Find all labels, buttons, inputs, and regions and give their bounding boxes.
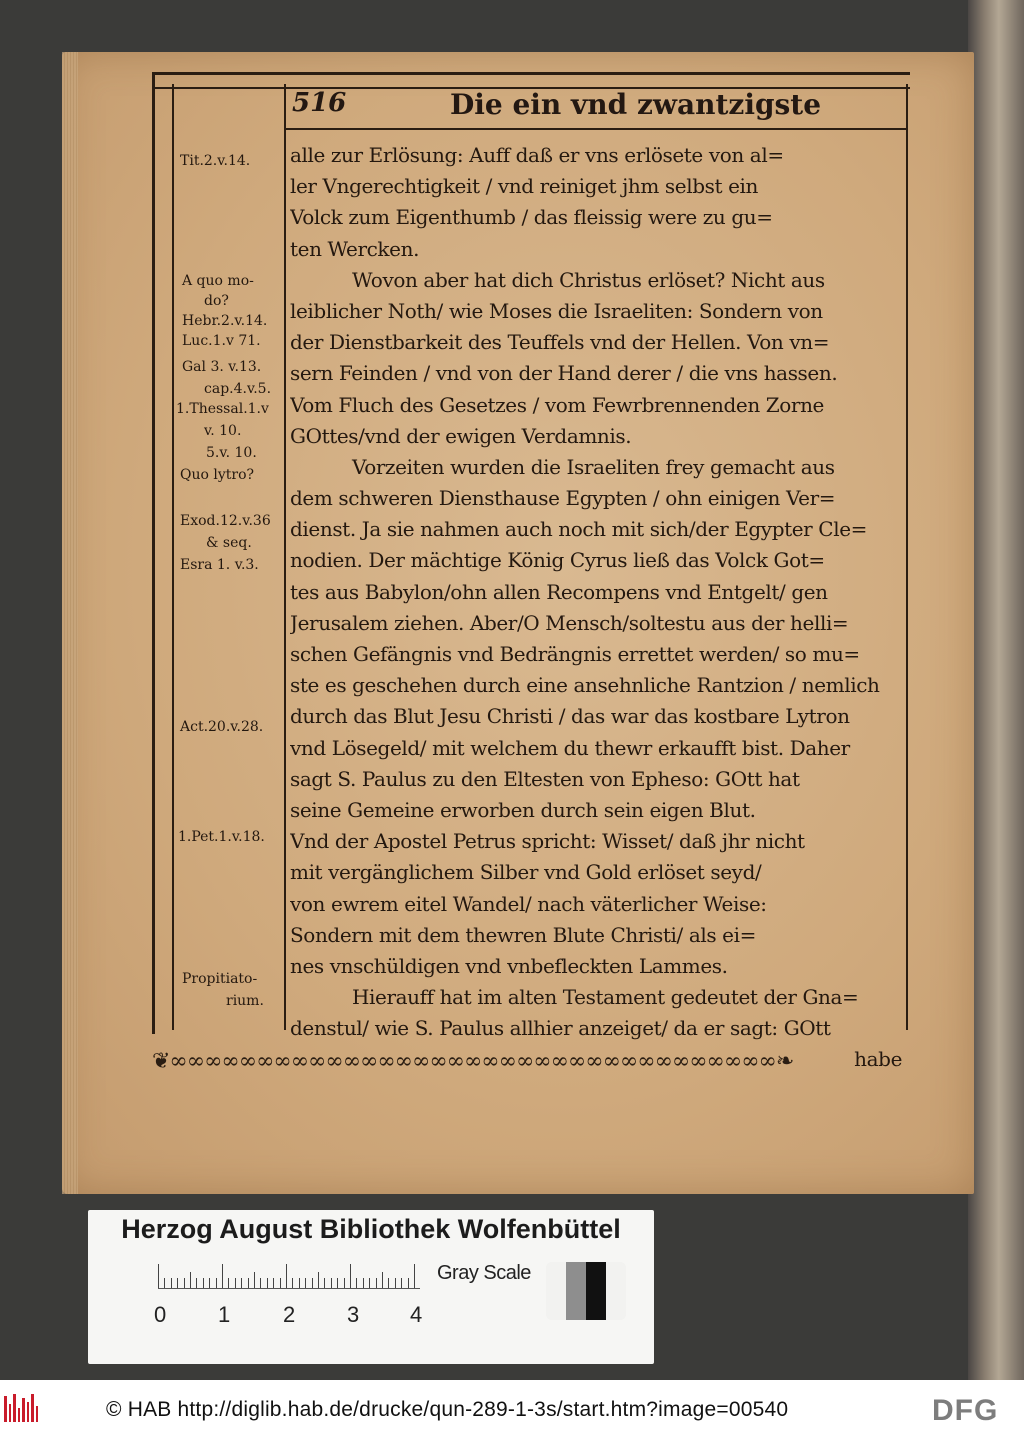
frame-column-rule [284,84,286,1030]
gray-swatch [606,1262,626,1320]
gray-swatch [566,1262,586,1320]
ruler-tick [184,1278,185,1288]
footer-url[interactable]: © HAB http://diglib.hab.de/drucke/qun-289-1-3s/start.htm?image=00540 [106,1398,789,1421]
page-number: 516 [292,88,347,118]
frame-left-inner-rule [172,84,174,1030]
page-left-edge [62,52,78,1194]
ruler-tick [414,1264,415,1288]
running-head: Die ein vnd zwantzigste [450,88,822,121]
text-line: von ewrem eitel Wandel/ nach väterlicher Weise: [290,891,767,916]
text-line: GOttes/vnd der ewigen Verdamnis. [290,423,632,448]
ruler-tick [337,1278,338,1288]
margin-note: 1.Thessal.1.v [176,401,269,417]
ruler-tick [280,1278,281,1288]
text-line: durch das Blut Jesu Christi / das war das kostbare Lytron [290,704,850,729]
ornamental-border [152,1046,908,1076]
margin-note: A quo mo- [182,273,254,289]
text-line: nes vnschüldigen vnd vnbefleckten Lammes. [290,953,728,978]
gray-scale-label: Gray Scale [437,1262,531,1284]
gray-swatch [586,1262,606,1320]
text-line: Vorzeiten wurden die Israeliten frey gemacht aus [352,454,835,479]
ruler-number: 4 [410,1302,423,1327]
text-line: Jerusalem ziehen. Aber/O Mensch/soltestu aus der helli= [290,610,849,635]
text-line: Wovon aber hat dich Christus erlöset? Nicht aus [352,267,825,292]
text-line: ste es geschehen durch eine ansehnliche Rantzion / nemlich [290,673,880,698]
ruler-number: 1 [218,1302,231,1327]
margin-note: Gal 3. v.13. [182,359,262,375]
ruler-tick [177,1278,178,1288]
ruler-tick [164,1278,165,1288]
header-rule [286,128,906,130]
ruler-tick [235,1278,236,1288]
text-line: habe [854,1047,902,1072]
ruler-number: 3 [347,1302,360,1327]
ruler-tick [292,1278,293,1288]
frame-top-rule [152,72,910,89]
margin-note: Tit.2.v.14. [180,153,251,169]
ruler-tick [305,1278,306,1288]
text-line: Sondern mit dem thewren Blute Christi/ als ei= [290,922,756,947]
text-line: Vnd der Apostel Petrus spricht: Wisset/ daß jhr nicht [290,829,805,854]
text-line: leiblicher Noth/ wie Moses die Israeliten: Sondern von [290,298,823,323]
text-line: nodien. Der mächtige König Cyrus ließ das Volck Got= [290,548,825,573]
gray-scale-swatches [546,1262,626,1320]
margin-note: Exod.12.v.36 [180,513,271,529]
ruler-tick [254,1272,255,1288]
frame-left-outer-rule [152,72,155,1034]
text-line: sagt S. Paulus zu den Eltesten von Epheso: GOtt hat [290,766,800,791]
ruler-tick [216,1278,217,1288]
gray-swatch [546,1262,566,1320]
ruler-tick [241,1278,242,1288]
ruler-tick [331,1278,332,1288]
margin-note: do? [204,293,229,309]
text-line: Vom Fluch des Gesetzes / vom Fewrbrennenden Zorne [290,392,824,417]
ruler-tick [222,1264,223,1288]
ruler-tick [324,1278,325,1288]
frame-right-rule [906,84,908,1030]
ruler-tick [318,1272,319,1288]
ruler-tick [209,1278,210,1288]
ruler-tick [388,1278,389,1288]
text-line: Hierauff hat im alten Testament gedeutet der Gna= [352,985,859,1010]
ruler-tick [369,1278,370,1288]
ruler-tick [171,1278,172,1288]
ruler-tick [248,1278,249,1288]
ruler-tick [203,1278,204,1288]
hab-logo-icon [4,1392,38,1422]
margin-note: 1.Pet.1.v.18. [178,829,265,845]
ruler-tick [356,1278,357,1288]
text-line: Volck zum Eigenthumb / das fleissig were zu gu= [290,205,773,230]
text-line: alle zur Erlösung: Auff daß er vns erlösete von al= [290,143,784,167]
ruler-tick [344,1278,345,1288]
ruler-number: 2 [283,1302,296,1327]
ruler-tick [286,1264,287,1288]
ruler-tick [312,1278,313,1288]
ruler-tick [260,1278,261,1288]
book-fore-edge [968,0,1024,1380]
library-name: Herzog August Bibliothek Wolfenbüttel [121,1214,621,1244]
ruler-tick [376,1278,377,1288]
margin-note: Quo lytro? [180,467,255,483]
text-line: seine Gemeine erworben durch sein eigen Blut. [290,797,756,822]
ruler-tick [299,1278,300,1288]
text-line: ten Wercken. [290,236,420,261]
text-line: dienst. Ja sie nahmen auch noch mit sich/der Egypter Cle= [290,517,867,542]
ruler-tick [190,1272,191,1288]
ruler-tick [363,1278,364,1288]
margin-note: v. 10. [204,423,242,439]
margin-note: Esra 1. v.3. [180,557,259,573]
scale-ruler [158,1262,420,1289]
margin-note: Act.20.v.28. [180,719,264,735]
margin-note: Hebr.2.v.14. [182,313,268,329]
margin-note: cap.4.v.5. [204,381,272,397]
text-line: sern Feinden / vnd von der Hand derer / die vns hassen. [290,361,838,386]
text-line: vnd Lösegeld/ mit welchem du thewr erkaufft bist. Daher [290,735,850,760]
ruler-tick [196,1278,197,1288]
margin-note: Propitiato- [182,971,258,987]
ruler-tick [401,1278,402,1288]
text-line: mit vergänglichem Silber vnd Gold erlöset seyd/ [290,860,762,885]
body-text [290,140,902,1076]
margin-note: Luc.1.v 71. [182,333,261,349]
ruler-tick [408,1278,409,1288]
text-line: dem schweren Diensthause Egypten / ohn einigen Ver= [290,486,836,511]
margin-note: rium. [226,993,264,1009]
text-line: tes aus Babylon/ohn allen Recompens vnd Entgelt/ gen [290,579,828,604]
ruler-tick [273,1278,274,1288]
ruler-tick [228,1278,229,1288]
ruler-tick [267,1278,268,1288]
ruler-number: 0 [154,1302,167,1327]
text-line: der Dienstbarkeit des Teuffels vnd der Hellen. Von vn= [290,330,830,355]
ruler-tick [382,1272,383,1288]
ornament-glyph: ❦∞∞∞∞∞∞∞∞∞∞∞∞∞∞∞∞∞∞∞∞∞∞∞∞∞∞∞∞∞∞∞∞∞∞∞❧ [152,1048,794,1074]
text-line: ler Vngerechtigkeit / vnd reiniget jhm selbst ein [290,174,758,199]
dfg-logo: DFG [932,1394,999,1427]
margin-note: 5.v. 10. [206,445,257,461]
ruler-tick [350,1264,351,1288]
ruler-tick [395,1278,396,1288]
text-line: denstul/ wie S. Paulus allhier anzeiget/ da er sagt: GOtt [290,1016,831,1041]
text-line: schen Gefängnis vnd Bedrängnis errettet werden/ so mu= [290,642,860,666]
margin-note: & seq. [206,535,252,551]
ruler-tick [158,1264,159,1288]
